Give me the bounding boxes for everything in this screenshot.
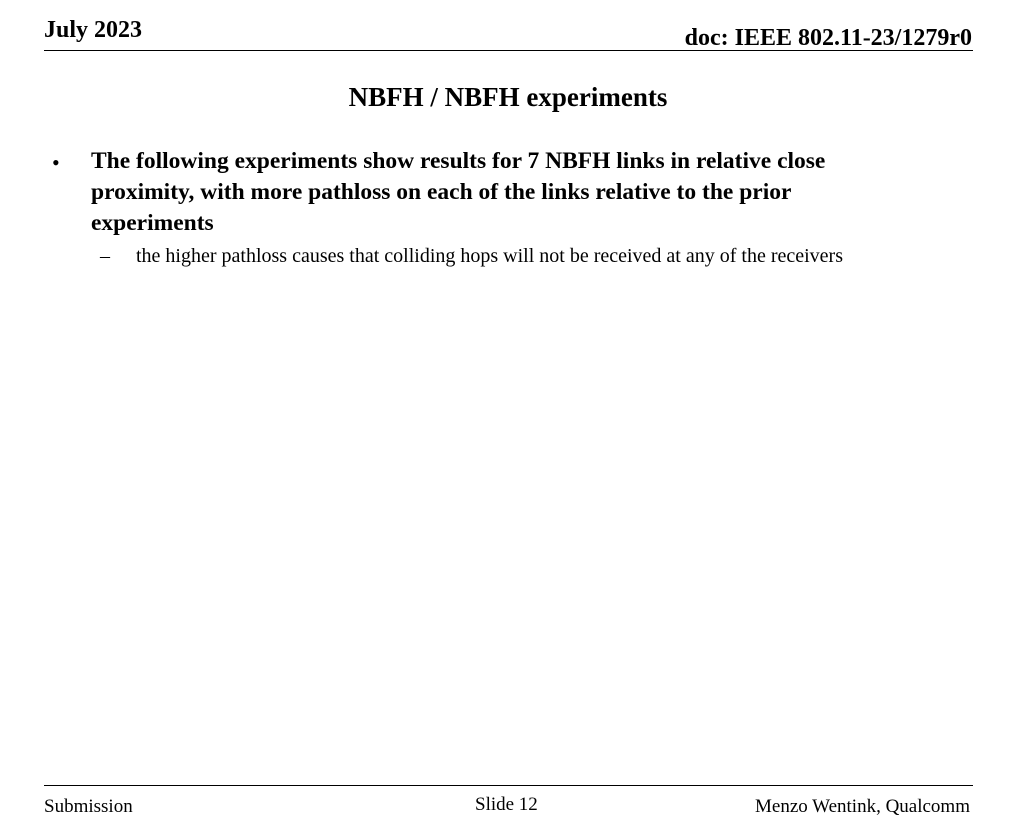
bullet-text: The following experiments show results for 7 NBFH links in relative close proximity, with more pathloss on each of the links relative to the prior experiments xyxy=(91,148,826,236)
bullet-list xyxy=(52,146,952,269)
slide-title: NBFH / NBFH experiments xyxy=(348,82,668,112)
bullet-item xyxy=(52,146,952,239)
sub-bullet-item xyxy=(52,243,952,269)
header-divider xyxy=(44,50,973,51)
header-doc-id: doc: IEEE 802.11-23/1279r0 xyxy=(684,25,972,51)
footer-submission: Submission xyxy=(44,796,133,817)
footer-author: Menzo Wentink, Qualcomm xyxy=(755,796,970,817)
footer-divider xyxy=(44,785,973,786)
footer-slide-number: Slide 12 xyxy=(475,794,538,815)
sub-bullet-marker: – xyxy=(100,245,110,267)
bullet-marker: • xyxy=(52,150,60,175)
header-date: July 2023 xyxy=(44,17,143,43)
sub-bullet-text: the higher pathloss causes that colliding hops will not be received at any of the receivers xyxy=(136,245,844,267)
